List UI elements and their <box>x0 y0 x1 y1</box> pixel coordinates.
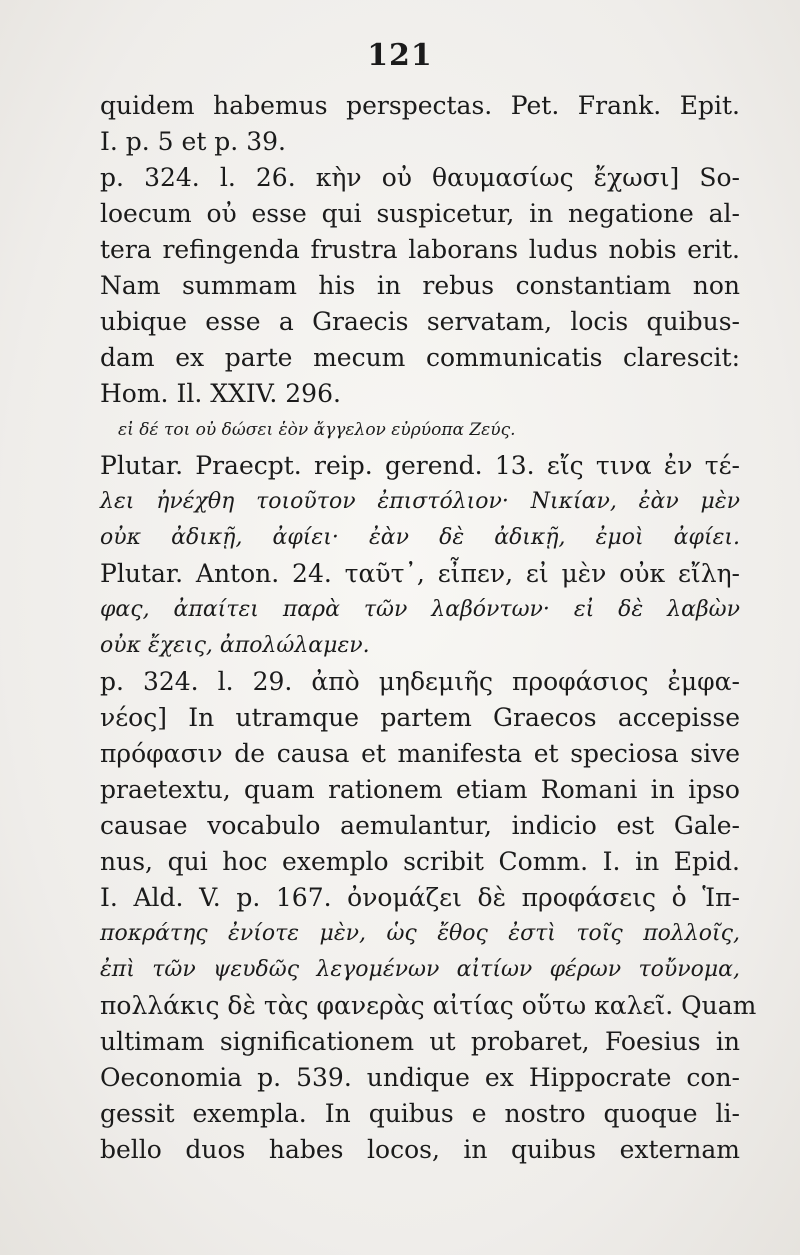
text-line: εἰ δέ τοι οὐ δώσει ἑὸν ἄγγελον εὐρύοπα Ζεύς. <box>118 420 516 440</box>
text-line: πολλάκις δὲ τὰς φανερὰς αἰτίας οὕτω καλεῖ. Quam <box>100 991 757 1020</box>
text-line: praetextu, quam rationem etiam Romani in ipso <box>100 775 740 804</box>
text-line: ποκράτης ἐνίοτε μὲν, ὡς ἔθος ἐστὶ τοῖς πολλοῖς, <box>100 921 740 946</box>
text-line: Hom. Il. XXIV. 296. <box>100 379 341 408</box>
text-line: φας, ἀπαίτει παρὰ τῶν λαβόντων· εἰ δὲ λαβὼν <box>100 597 740 622</box>
text-line: Plutar. Praecpt. reip. gerend. 13. εἴς τινα ἐν τέ- <box>100 451 740 480</box>
text-line: πρόφασιν de causa et manifesta et speciosa sive <box>100 739 740 768</box>
text-line: οὐκ ἀδικῇ, ἀφίει· ἐὰν δὲ ἀδικῇ, ἐμοὶ ἀφίει. <box>100 525 740 550</box>
text-line: οὐκ ἔχεις, ἀπολώλαμεν. <box>100 633 370 658</box>
text-line: p. 324. l. 29. ἀπὸ μηδεμιῆς προφάσιος ἐμφα- <box>100 667 740 696</box>
text-line: ubique esse a Graecis servatam, locis quibus- <box>100 307 740 336</box>
text-line: dam ex parte mecum communicatis clarescit: <box>100 343 740 372</box>
body-text <box>100 88 757 1168</box>
text-line: ultimam significationem ut probaret, Foesius in <box>100 1027 740 1056</box>
text-line: bello duos habes locos, in quibus externam <box>100 1135 740 1164</box>
page-number: 121 <box>367 38 433 73</box>
text-line: loecum οὐ esse qui suspicetur, in negatione al- <box>100 199 740 228</box>
text-line: Plutar. Anton. 24. ταῦτ᾽, εἶπεν, εἰ μὲν οὐκ εἴλη- <box>100 559 740 588</box>
text-line: νέος] In utramque partem Graecos accepisse <box>100 703 740 732</box>
text-line: λει ἠνέχθη τοιοῦτον ἐπιστόλιον· Νικίαν, ἐὰν μὲν <box>100 489 740 514</box>
text-line: I. Ald. V. p. 167. ὀνομάζει δὲ προφάσεις ὁ Ἱπ- <box>100 883 740 912</box>
text-line: p. 324. l. 26. κὴν οὐ θαυμασίως ἔχωσι] So- <box>100 163 740 192</box>
text-line: I. p. 5 et p. 39. <box>100 127 286 156</box>
text-line: tera refingenda frustra laborans ludus nobis erit. <box>100 235 740 264</box>
text-line: Nam summam his in rebus constantiam non <box>100 271 740 300</box>
text-line: nus, qui hoc exemplo scribit Comm. I. in Epid. <box>100 847 740 876</box>
text-line: Oeconomia p. 539. undique ex Hippocrate con- <box>100 1063 740 1092</box>
text-line: causae vocabulo aemulantur, indicio est Gale- <box>100 811 740 840</box>
text-line: ἐπὶ τῶν ψευδῶς λεγομένων αἰτίων φέρων τοὔνομα, <box>100 957 740 982</box>
text-line: quidem habemus perspectas. Pet. Frank. Epit. <box>100 91 740 120</box>
text-line: gessit exempla. In quibus e nostro quoque li- <box>100 1099 740 1128</box>
